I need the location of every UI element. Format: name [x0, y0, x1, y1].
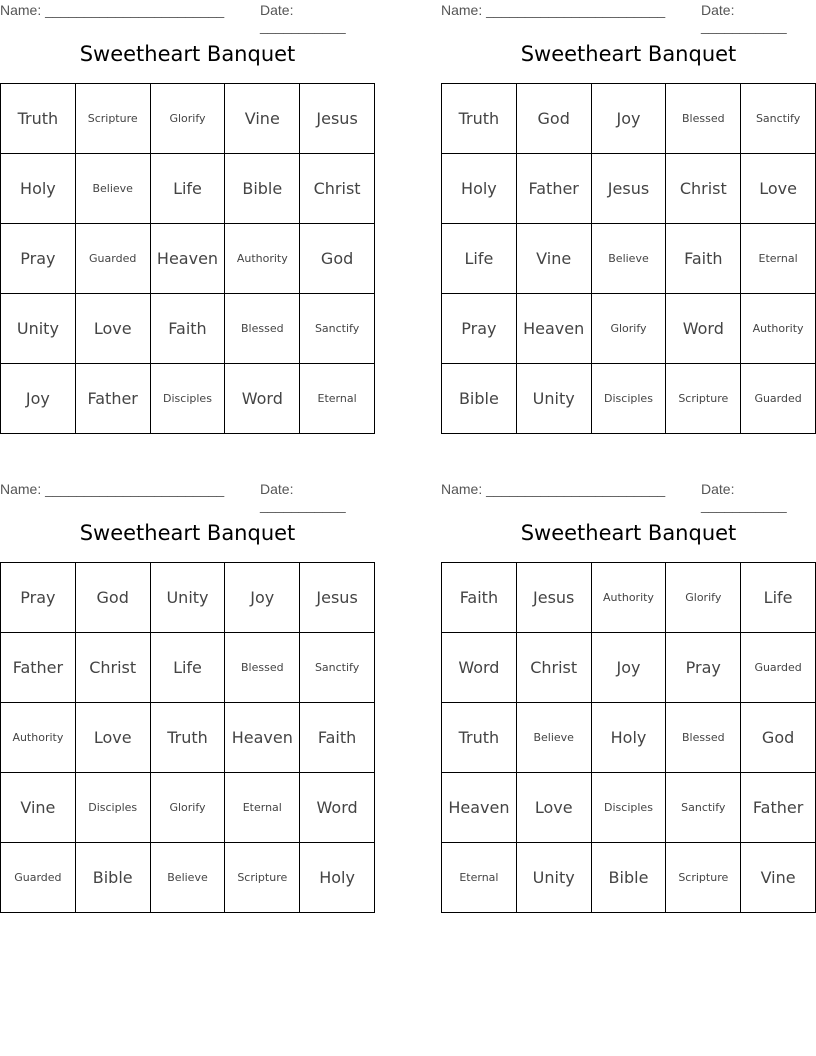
name-date-row [441, 0, 816, 34]
bingo-cell: Word [442, 633, 517, 703]
bingo-cell: Pray [1, 224, 76, 294]
bingo-cell: Believe [151, 843, 226, 913]
bingo-cell: Scripture [225, 843, 300, 913]
bingo-cell: Truth [151, 703, 226, 773]
bingo-cell: Scripture [666, 364, 741, 434]
bingo-cell: Heaven [517, 294, 592, 364]
bingo-cell: Scripture [666, 843, 741, 913]
card-title: Sweetheart Banquet [79, 521, 296, 545]
bingo-cell: Christ [300, 154, 375, 224]
bingo-cell: Scripture [76, 84, 151, 154]
bingo-grid [441, 562, 816, 913]
bingo-cell: Father [741, 773, 816, 843]
bingo-cell: Heaven [225, 703, 300, 773]
bingo-cell: Sanctify [741, 84, 816, 154]
bingo-card-2 [441, 0, 816, 440]
bingo-cell: Truth [442, 84, 517, 154]
bingo-cell: Truth [442, 703, 517, 773]
bingo-grid [441, 83, 816, 434]
name-date-row [0, 479, 375, 513]
name-date-row [441, 479, 816, 513]
bingo-grid [0, 83, 375, 434]
name-field: Name: _______________________ [441, 481, 666, 497]
bingo-cell: Vine [1, 773, 76, 843]
bingo-cell: Authority [592, 563, 667, 633]
bingo-cell: Christ [76, 633, 151, 703]
bingo-cell: Joy [225, 563, 300, 633]
bingo-cell: Faith [442, 563, 517, 633]
bingo-cell: Guarded [1, 843, 76, 913]
bingo-cell: Love [76, 294, 151, 364]
date-field: Date: ___________ [260, 2, 346, 34]
bingo-cell: Christ [517, 633, 592, 703]
bingo-cell: Life [741, 563, 816, 633]
bingo-cell: Sanctify [300, 633, 375, 703]
bingo-cell: Word [300, 773, 375, 843]
bingo-cell: Unity [517, 364, 592, 434]
bingo-cell: Father [1, 633, 76, 703]
bingo-cell: Bible [225, 154, 300, 224]
name-date-row [0, 0, 375, 34]
bingo-cell: Blessed [666, 703, 741, 773]
bingo-cell: Father [517, 154, 592, 224]
bingo-cell: Glorify [151, 84, 226, 154]
bingo-cell: Believe [517, 703, 592, 773]
bingo-cell: Glorify [592, 294, 667, 364]
bingo-cell: Love [76, 703, 151, 773]
bingo-cell: Disciples [592, 773, 667, 843]
bingo-cell: Holy [592, 703, 667, 773]
name-field: Name: _______________________ [0, 2, 225, 18]
bingo-cell: Joy [592, 633, 667, 703]
bingo-cell: Blessed [225, 633, 300, 703]
bingo-cell: Life [151, 154, 226, 224]
bingo-cell: Glorify [666, 563, 741, 633]
bingo-cell: Jesus [300, 563, 375, 633]
bingo-cell: Heaven [151, 224, 226, 294]
bingo-cell: Glorify [151, 773, 226, 843]
bingo-cell: Bible [442, 364, 517, 434]
bingo-card-1 [0, 0, 375, 440]
bingo-cell: Guarded [741, 364, 816, 434]
bingo-cell: Love [517, 773, 592, 843]
bingo-cell: Holy [442, 154, 517, 224]
bingo-cell: Disciples [76, 773, 151, 843]
bingo-cell: Jesus [592, 154, 667, 224]
bingo-cell: Faith [151, 294, 226, 364]
bingo-cell: God [741, 703, 816, 773]
bingo-cell: Vine [225, 84, 300, 154]
bingo-cell: Vine [517, 224, 592, 294]
bingo-cell: Unity [517, 843, 592, 913]
bingo-cell: Guarded [741, 633, 816, 703]
bingo-card-4 [441, 479, 816, 919]
bingo-cell: Christ [666, 154, 741, 224]
bingo-cell: Holy [300, 843, 375, 913]
bingo-grid [0, 562, 375, 913]
card-title: Sweetheart Banquet [79, 42, 296, 66]
bingo-cell: Holy [1, 154, 76, 224]
bingo-cell: Believe [592, 224, 667, 294]
bingo-cell: Unity [1, 294, 76, 364]
bingo-cell: Life [442, 224, 517, 294]
bingo-cell: Faith [666, 224, 741, 294]
bingo-cell: Blessed [225, 294, 300, 364]
bingo-cell: Believe [76, 154, 151, 224]
bingo-card-3 [0, 479, 375, 919]
bingo-cell: Life [151, 633, 226, 703]
bingo-cell: God [517, 84, 592, 154]
bingo-cell: Authority [1, 703, 76, 773]
date-field: Date: ___________ [701, 481, 787, 513]
date-field: Date: ___________ [701, 2, 787, 34]
bingo-cell: Pray [442, 294, 517, 364]
bingo-cell: Sanctify [300, 294, 375, 364]
bingo-cell: Guarded [76, 224, 151, 294]
bingo-cell: Word [666, 294, 741, 364]
date-field: Date: ___________ [260, 481, 346, 513]
bingo-cell: Eternal [741, 224, 816, 294]
bingo-cell: Unity [151, 563, 226, 633]
bingo-cell: Authority [741, 294, 816, 364]
bingo-cell: Truth [1, 84, 76, 154]
bingo-cell: Eternal [442, 843, 517, 913]
bingo-cell: Eternal [300, 364, 375, 434]
bingo-cell: God [76, 563, 151, 633]
bingo-cell: God [300, 224, 375, 294]
bingo-cell: Pray [666, 633, 741, 703]
bingo-cell: Father [76, 364, 151, 434]
bingo-cell: Eternal [225, 773, 300, 843]
bingo-cell: Disciples [592, 364, 667, 434]
card-title: Sweetheart Banquet [520, 42, 737, 66]
bingo-cell: Jesus [300, 84, 375, 154]
bingo-cell: Heaven [442, 773, 517, 843]
bingo-cell: Sanctify [666, 773, 741, 843]
bingo-cell: Faith [300, 703, 375, 773]
bingo-cell: Love [741, 154, 816, 224]
name-field: Name: _______________________ [0, 481, 225, 497]
bingo-cell: Pray [1, 563, 76, 633]
bingo-cell: Joy [1, 364, 76, 434]
bingo-cell: Bible [592, 843, 667, 913]
bingo-cell: Jesus [517, 563, 592, 633]
bingo-cell: Blessed [666, 84, 741, 154]
name-field: Name: _______________________ [441, 2, 666, 18]
bingo-cell: Joy [592, 84, 667, 154]
bingo-cell: Word [225, 364, 300, 434]
bingo-cell: Authority [225, 224, 300, 294]
bingo-cell: Vine [741, 843, 816, 913]
card-title: Sweetheart Banquet [520, 521, 737, 545]
bingo-cell: Disciples [151, 364, 226, 434]
bingo-cell: Bible [76, 843, 151, 913]
